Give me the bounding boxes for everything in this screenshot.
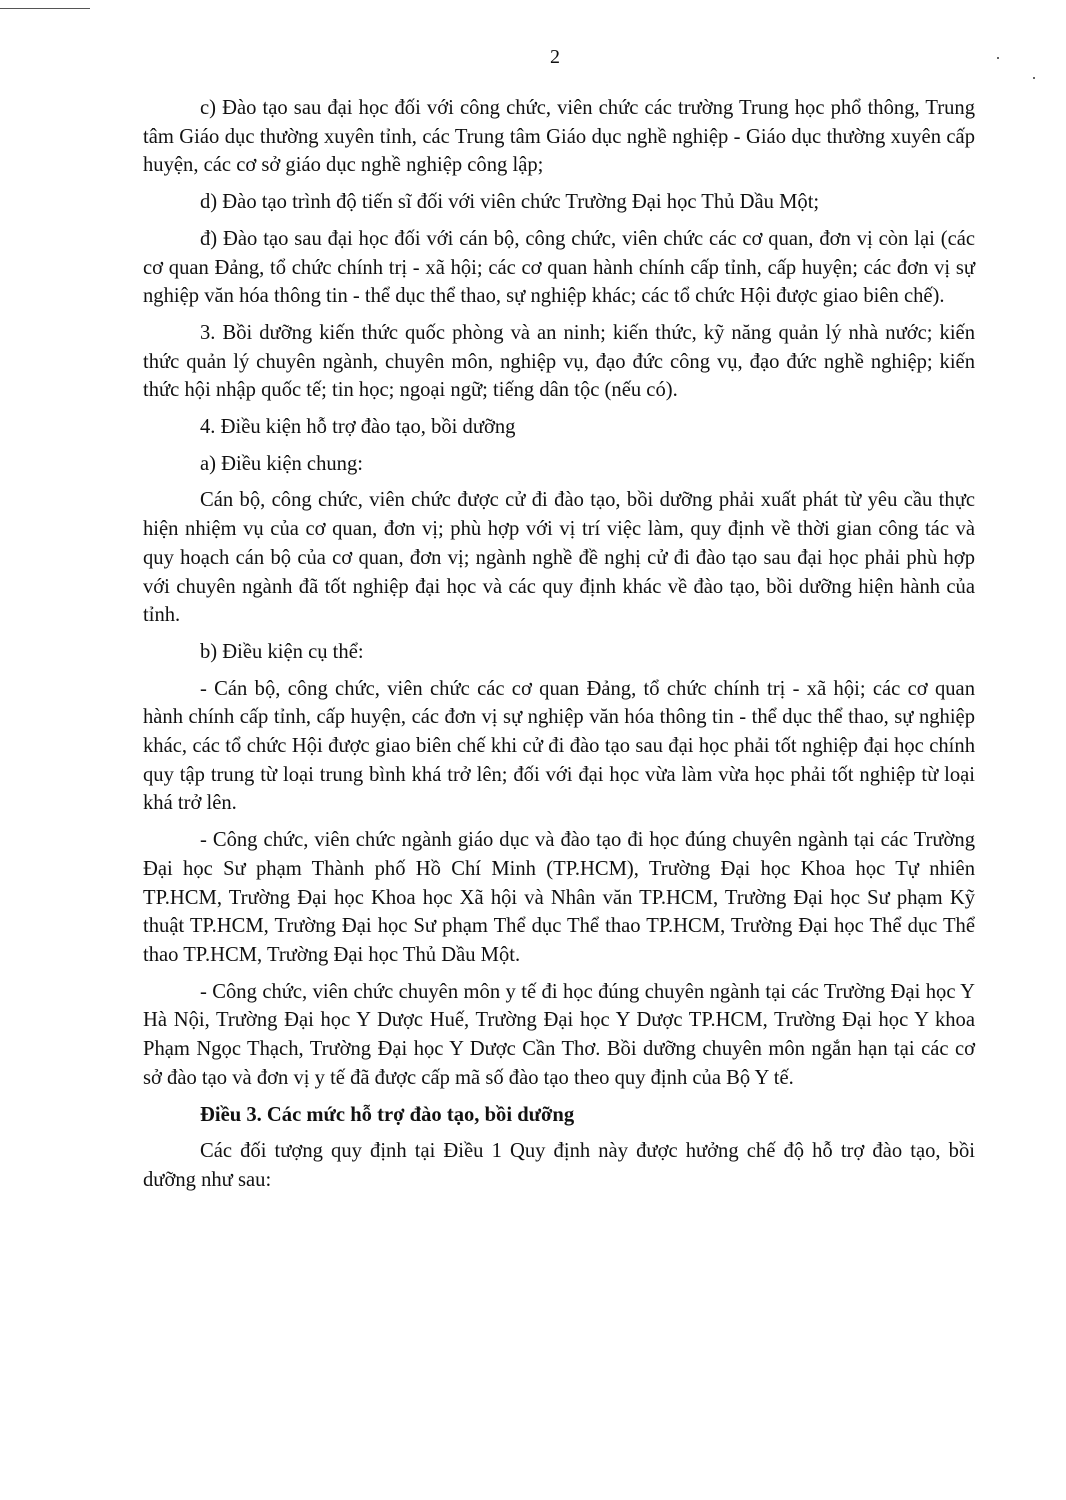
- paragraph-4a-title: a) Điều kiện chung:: [200, 452, 363, 475]
- paragraph-dd: đ) Đào tạo sau đại học đối với cán bộ, công chức, viên chức các cơ quan, đơn vị còn lại (các cơ quan Đảng, tổ chức chính trị - xã hội; các cơ quan hành chính cấp tỉnh, cấp huyện; các đơn vị sự nghiệp văn hóa thông tin - thể dục thể thao, sự nghiệp khác; các tổ chức Hội được giao biên chế).: [143, 227, 975, 308]
- page-number: 2: [550, 46, 560, 68]
- document-body: [143, 94, 975, 1203]
- paragraph-4b-item-2: - Công chức, viên chức ngành giáo dục và đào tạo đi học đúng chuyên ngành tại các Trường Đại học Sư phạm Thành phố Hồ Chí Minh (TP.HCM), Trường Đại học Khoa học Tự nhiên TP.HCM, Trường Đại học Khoa học Xã hội và Nhân văn TP.HCM, Trường Đại học Sư phạm Kỹ thuật TP.HCM, Trường Đại học Sư phạm Thể dục Thể thao TP.HCM, Trường Đại học Thể dục Thể thao TP.HCM, Trường Đại học Thủ Dầu Một.: [143, 829, 975, 966]
- paragraph-4: 4. Điều kiện hỗ trợ đào tạo, bồi dưỡng: [200, 416, 516, 439]
- scan-speck: [1033, 77, 1035, 79]
- paragraph-c: c) Đào tạo sau đại học đối với công chức, viên chức các trường Trung học phổ thông, Trung tâm Giáo dục thường xuyên tỉnh, các Trung tâm Giáo dục nghề nghiệp - Giáo dục thường xuyên cấp huyện, các cơ sở giáo dục nghề nghiệp công lập;: [143, 97, 975, 177]
- article-3-heading: Điều 3. Các mức hỗ trợ đào tạo, bồi dưỡng: [200, 1103, 575, 1126]
- paragraph-4b-item-1: - Cán bộ, công chức, viên chức các cơ quan Đảng, tổ chức chính trị - xã hội; các cơ quan hành chính cấp tỉnh, cấp huyện, các đơn vị sự nghiệp văn hóa thông tin - thể dục thể thao, sự nghiệp khác, các tổ chức Hội được giao biên chế khi cử đi đào tạo sau đại học phải tốt nghiệp đại học chính quy tập trung từ loại trung bình khá trở lên; đối với đại học vừa làm vừa học phải tốt nghiệp từ loại khá trở lên.: [143, 677, 975, 815]
- paragraph-d: d) Đào tạo trình độ tiến sĩ đối với viên chức Trường Đại học Thủ Dầu Một;: [200, 191, 820, 214]
- article-3-intro: Các đối tượng quy định tại Điều 1 Quy định này được hưởng chế độ hỗ trợ đào tạo, bồi dưỡng như sau:: [143, 1140, 975, 1191]
- paragraph-4b-item-3: - Công chức, viên chức chuyên môn y tế đi học đúng chuyên ngành tại các Trường Đại học Y Hà Nội, Trường Đại học Y Dược Huế, Trường Đại học Y Dược TP.HCM, Trường Đại học Y khoa Phạm Ngọc Thạch, Trường Đại học Y Dược Cần Thơ. Bồi dưỡng chuyên môn ngắn hạn tại các cơ sở đào tạo và đơn vị y tế đã được cấp mã số đào tạo theo quy định của Bộ Y tế.: [143, 980, 975, 1089]
- scan-top-rule: [0, 8, 90, 9]
- paragraph-4b-title: b) Điều kiện cụ thể:: [200, 640, 364, 663]
- paragraph-4a-body: Cán bộ, công chức, viên chức được cử đi đào tạo, bồi dưỡng phải xuất phát từ yêu cầu thực hiện nhiệm vụ của cơ quan, đơn vị; phù hợp với vị trí việc làm, quy định về thời gian công tác và quy hoạch cán bộ của cơ quan, đơn vị; ngành nghề đề nghị cử đi đào tạo sau đại học phải phù hợp với chuyên ngành đã tốt nghiệp đại học và các quy định khác về đào tạo, bồi dưỡng hiện hành của tỉnh.: [143, 489, 975, 627]
- paragraph-3: 3. Bồi dưỡng kiến thức quốc phòng và an ninh; kiến thức, kỹ năng quản lý nhà nước; kiến thức quản lý chuyên ngành, chuyên môn, nghiệp vụ, đạo đức công vụ, đạo đức nghề nghiệp; kiến thức hội nhập quốc tế; tin học; ngoại ngữ; tiếng dân tộc (nếu có).: [143, 321, 975, 402]
